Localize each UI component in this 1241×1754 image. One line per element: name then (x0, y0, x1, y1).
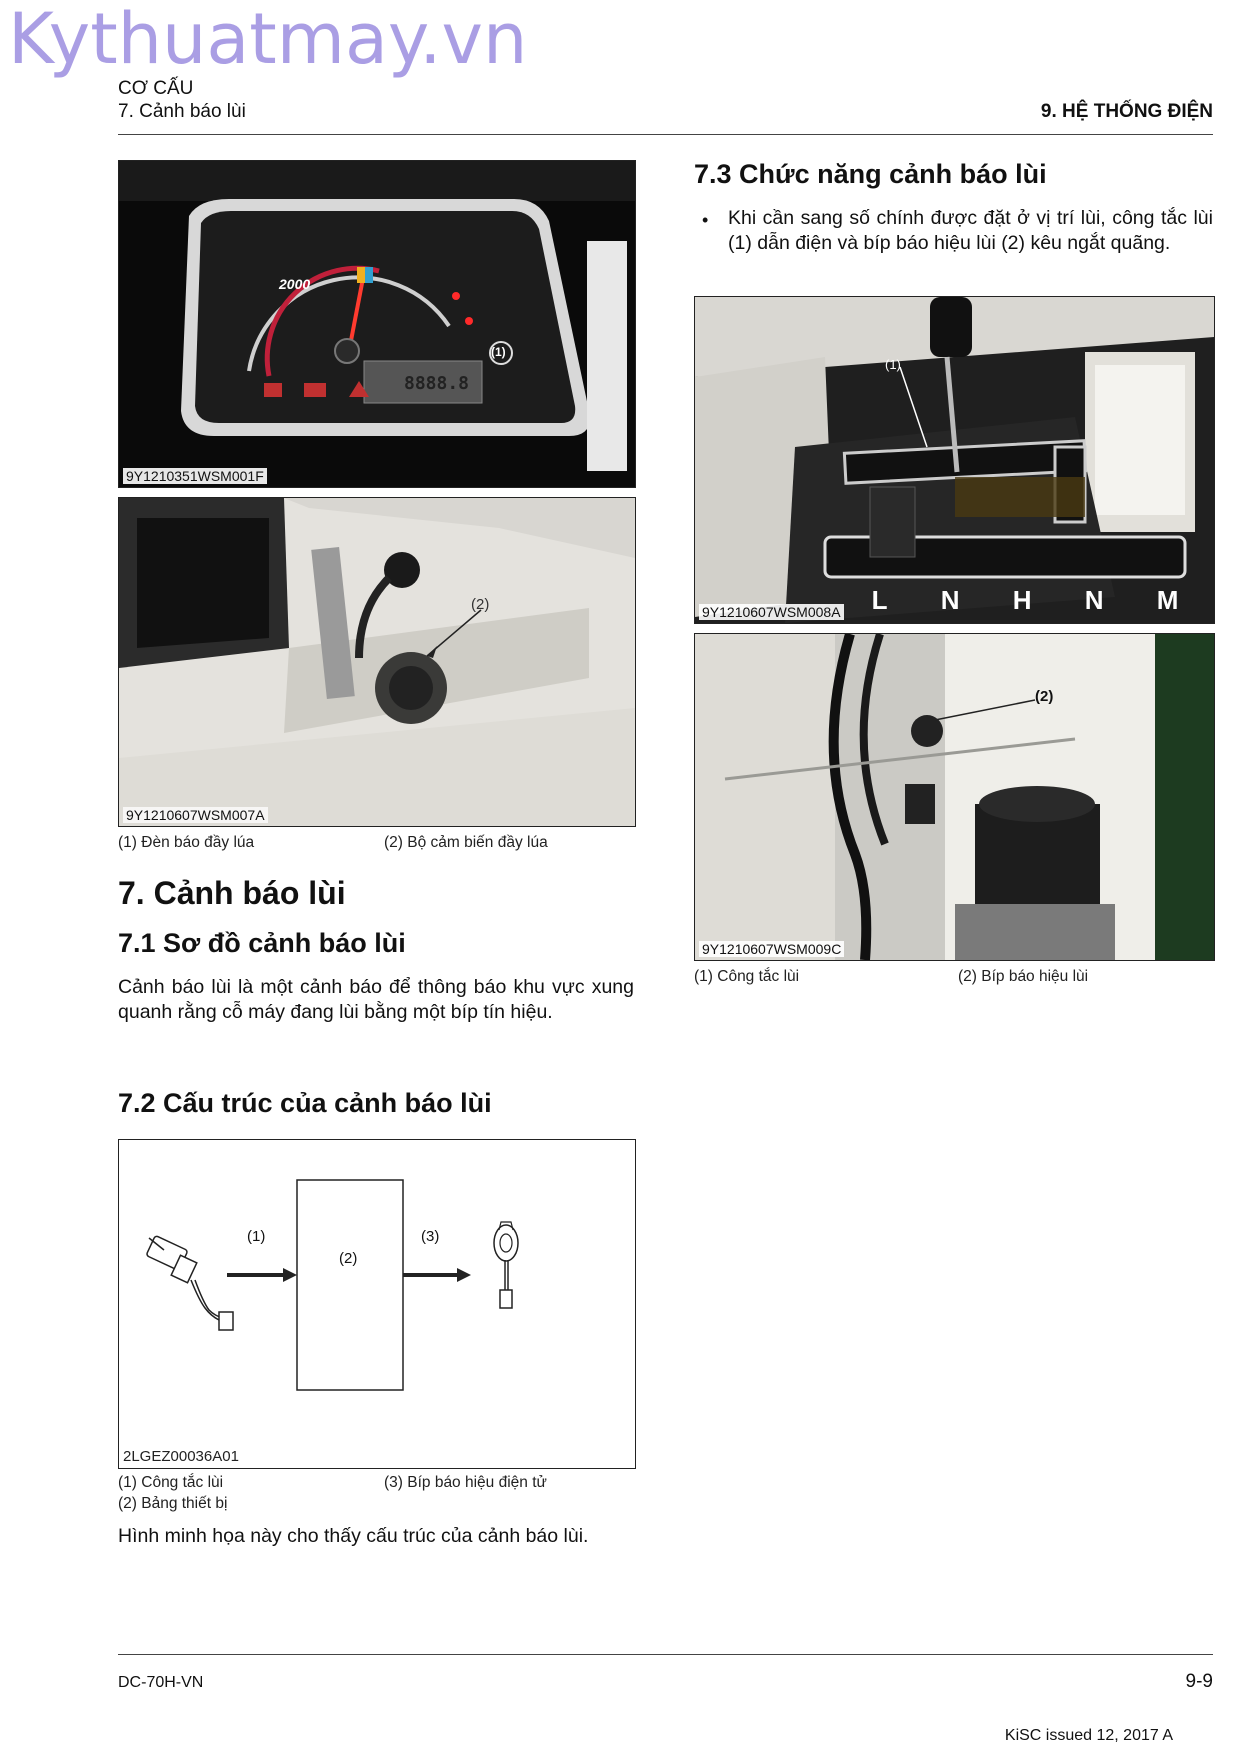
sensor-photo (118, 497, 636, 827)
header-chapter: 9. HỆ THỐNG ĐIỆN (1040, 101, 1213, 122)
legend-reverse-switch: (1) Công tắc lùi (118, 1474, 224, 1491)
gate-label: M (1156, 585, 1179, 615)
footer-page-number: 9-9 (1185, 1671, 1213, 1692)
section-7-1-text: Cảnh báo lùi là một cảnh báo để thông báo khu vực xung quanh rằng cỗ máy đang lùi bằng một bíp tín hiệu. (118, 976, 634, 1023)
bullet-dot: • (702, 210, 709, 230)
buzzer-photo-id: 9Y1210607WSM009C (699, 941, 844, 957)
legend-electronic-buzzer: (3) Bíp báo hiệu điện tử (384, 1474, 547, 1491)
section-7-1-title: 7.1 Sơ đồ cảnh báo lùi (118, 928, 406, 958)
callout-2-buzzer: (2) (1035, 688, 1054, 705)
legend-instrument-panel: (2) Bảng thiết bị (118, 1495, 228, 1512)
diagram-id: 2LGEZ00036A01 (123, 1448, 239, 1465)
section-7-3-bullet: Khi cần sang số chính được đặt ở vị trí lùi, công tắc lùi (1) dẫn điện và bíp báo hiệu lùi (2) kêu ngắt quãng. (728, 207, 1213, 254)
site-watermark: Kythuatmay.vn (8, 0, 528, 80)
shift-lever-photo-id: 9Y1210607WSM008A (699, 604, 844, 620)
section-7-2-title: 7.2 Cấu trúc của cảnh báo lùi (118, 1088, 492, 1118)
gate-label: N (940, 585, 960, 615)
electronic-buzzer-drawing (494, 1222, 518, 1308)
gate-label: L (871, 585, 888, 615)
callout-1-dashboard: (1) (491, 345, 506, 359)
gauge-2000-label: 2000 (279, 276, 311, 292)
sensor-photo-id: 9Y1210607WSM007A (123, 807, 268, 823)
caption-full-grain-sensor: (2) Bộ cảm biến đầy lúa (384, 834, 548, 851)
gear-gate-labels (845, 585, 1205, 616)
section-7-3-title: 7.3 Chức năng cảnh báo lùi (694, 159, 1047, 189)
diagram-label-3: (3) (421, 1228, 440, 1245)
header-subsection: 7. Cảnh báo lùi (118, 101, 246, 122)
callout-2-sensor: (2) (471, 596, 490, 613)
header-section: CƠ CẤU (118, 78, 194, 99)
footer-rule (118, 1654, 1213, 1655)
section-7-title: 7. Cảnh báo lùi (118, 875, 346, 911)
shift-lever-photo (694, 296, 1215, 624)
footer-doc-code: DC-70H-VN (118, 1674, 204, 1691)
odometer-display: 8888.8 (404, 373, 470, 394)
reverse-switch-drawing (146, 1235, 233, 1330)
dashboard-photo-id: 9Y1210351WSM001F (123, 468, 267, 484)
header-rule (118, 134, 1213, 135)
gate-label: N (1084, 585, 1104, 615)
caption-reverse-switch: (1) Công tắc lùi (694, 968, 800, 985)
gate-label: H (1012, 585, 1032, 615)
structure-diagram (118, 1139, 636, 1469)
diagram-label-2: (2) (339, 1250, 358, 1267)
caption-reverse-buzzer: (2) Bíp báo hiệu lùi (958, 968, 1089, 985)
buzzer-photo (694, 633, 1215, 961)
footer-issued: KiSC issued 12, 2017 A (1004, 1727, 1173, 1744)
diagram-note: Hình minh họa này cho thấy cấu trúc của cảnh báo lùi. (118, 1525, 589, 1547)
diagram-label-1: (1) (247, 1228, 266, 1245)
dashboard-photo (118, 160, 636, 488)
callout-1-lever: (1) (885, 357, 901, 372)
caption-full-grain-lamp: (1) Đèn báo đầy lúa (118, 834, 255, 851)
